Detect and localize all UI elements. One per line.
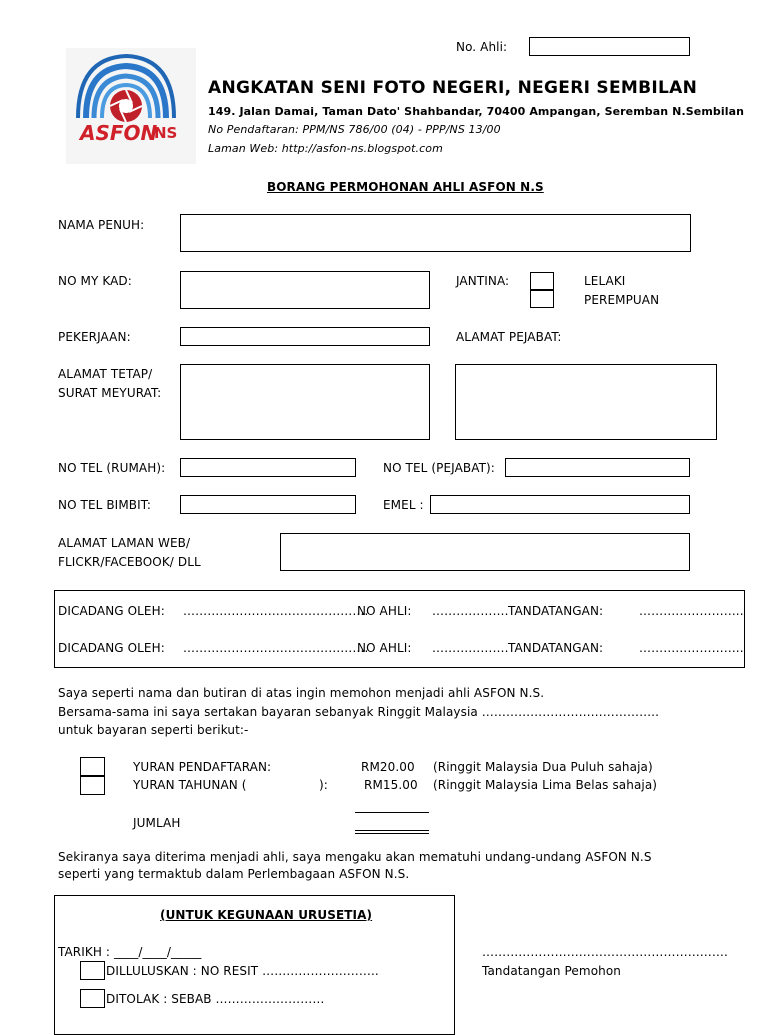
no-ahli-2-dots: ……………….	[432, 641, 509, 655]
logo-ns: NS	[154, 124, 178, 142]
perempuan-label: PEREMPUAN	[584, 293, 660, 307]
alamat-tetap-input[interactable]	[180, 364, 430, 440]
tandatangan-2-dots: ……………………..	[639, 641, 744, 655]
nama-penuh-label: NAMA PENUH:	[58, 218, 145, 232]
surat-meyurat-label: SURAT MEYURAT:	[58, 386, 162, 400]
diluluskan-checkbox[interactable]	[80, 961, 105, 980]
tandatangan-1-dots: ……………………..	[639, 604, 744, 618]
declaration-line-2: Bersama-sama ini saya sertakan bayaran sebanyak Ringgit Malaysia ……………………………………..	[58, 705, 659, 719]
nama-penuh-input[interactable]	[180, 214, 691, 252]
registration-number: No Pendaftaran: PPM/NS 786/00 (04) - PPP/NS 13/00	[208, 123, 501, 136]
no-ahli-field[interactable]	[529, 37, 690, 56]
amount-tahunan: RM15.00	[364, 778, 418, 792]
emel-label: EMEL :	[383, 498, 424, 512]
lelaki-checkbox[interactable]	[530, 272, 554, 290]
tel-pejabat-label: NO TEL (PEJABAT):	[383, 461, 495, 475]
mykad-label: NO MY KAD:	[58, 274, 132, 288]
no-ahli-1-dots: ……………….	[432, 604, 509, 618]
no-ahli-2-label: NO AHLI:	[357, 641, 412, 655]
pledge-line-1: Sekiranya saya diterima menjadi ahli, saya mengaku akan mematuhi undang-undang ASFON N.S	[58, 850, 652, 864]
flickr-facebook-label: FLICKR/FACEBOOK/ DLL	[58, 555, 201, 569]
tandatangan-1-label: TANDATANGAN:	[508, 604, 604, 618]
website: Laman Web: http://asfon-ns.blogspot.com	[208, 142, 443, 155]
jumlah-double-line-2	[355, 833, 429, 834]
dicadang-oleh-2-label: DICADANG OLEH:	[58, 641, 165, 655]
laman-web-input[interactable]	[280, 533, 690, 571]
tandatangan-2-label: TANDATANGAN:	[508, 641, 604, 655]
org-address: 149. Jalan Damai, Taman Dato' Shahbandar, 70400 Ampangan, Seremban N.Sembilan	[208, 105, 745, 118]
asfon-logo	[66, 48, 196, 164]
amount-pendaftaran-words: (Ringgit Malaysia Dua Puluh sahaja)	[433, 760, 653, 774]
tel-bimbit-label: NO TEL BIMBIT:	[58, 498, 151, 512]
tel-pejabat-input[interactable]	[505, 458, 690, 477]
form-title: BORANG PERMOHONAN AHLI ASFON N.S	[267, 180, 544, 194]
alamat-pejabat-label: ALAMAT PEJABAT:	[456, 330, 562, 344]
jumlah-double-line-1	[355, 830, 429, 831]
laman-web-label: ALAMAT LAMAN WEB/	[58, 536, 191, 550]
declaration-line-1: Saya seperti nama dan butiran di atas ingin memohon menjadi ahli ASFON N.S.	[58, 686, 545, 700]
jumlah-line	[355, 812, 429, 813]
yuran-pendaftaran-checkbox[interactable]	[80, 757, 105, 776]
tarikh-field: TARIKH : ____/____/_____	[58, 945, 202, 959]
alamat-pejabat-input[interactable]	[455, 364, 717, 440]
amount-tahunan-words: (Ringgit Malaysia Lima Belas sahaja)	[433, 778, 658, 792]
yuran-tahunan-close: ):	[319, 778, 328, 792]
mykad-input[interactable]	[180, 271, 430, 309]
perempuan-checkbox[interactable]	[530, 290, 554, 308]
no-ahli-1-label: NO AHLI:	[357, 604, 412, 618]
yuran-tahunan-checkbox[interactable]	[80, 776, 105, 795]
emel-input[interactable]	[430, 495, 690, 514]
pekerjaan-label: PEKERJAAN:	[58, 330, 131, 344]
jantina-label: JANTINA:	[456, 274, 510, 288]
signature-label: Tandatangan Pemohon	[482, 964, 622, 978]
yuran-tahunan-label: YURAN TAHUNAN (	[133, 778, 247, 792]
signature-dots: …………………………………………………….	[482, 945, 728, 959]
tel-rumah-input[interactable]	[180, 458, 356, 477]
ditolak-label: DITOLAK : SEBAB ………………………	[106, 992, 325, 1006]
alamat-tetap-label: ALAMAT TETAP/	[58, 367, 153, 381]
jumlah-label: JUMLAH	[133, 816, 181, 830]
pledge-line-2: seperti yang termaktub dalam Perlembagaan ASFON N.S.	[58, 867, 410, 881]
tel-rumah-label: NO TEL (RUMAH):	[58, 461, 166, 475]
pekerjaan-input[interactable]	[180, 327, 430, 346]
logo-text: ASFON	[80, 121, 158, 145]
office-use-title: (UNTUK KEGUNAAN URUSETIA)	[160, 908, 373, 922]
org-name: ANGKATAN SENI FOTO NEGERI, NEGERI SEMBILAN	[208, 78, 698, 98]
dicadang-2-dots: ……………………………………….	[183, 641, 369, 655]
ditolak-checkbox[interactable]	[80, 989, 105, 1008]
yuran-pendaftaran-label: YURAN PENDAFTARAN:	[133, 760, 272, 774]
declaration-line-3: untuk bayaran seperti berikut:-	[58, 723, 249, 737]
diluluskan-label: DILLULUSKAN : NO RESIT ………………………..	[106, 964, 379, 978]
proposer-section	[54, 590, 745, 668]
dicadang-oleh-label: DICADANG OLEH:	[58, 604, 165, 618]
amount-pendaftaran: RM20.00	[361, 760, 415, 774]
lelaki-label: LELAKI	[584, 274, 626, 288]
no-ahli-label: No. Ahli:	[456, 40, 508, 54]
dicadang-dots: ……………………………………….	[183, 604, 369, 618]
tel-bimbit-input[interactable]	[180, 495, 356, 514]
